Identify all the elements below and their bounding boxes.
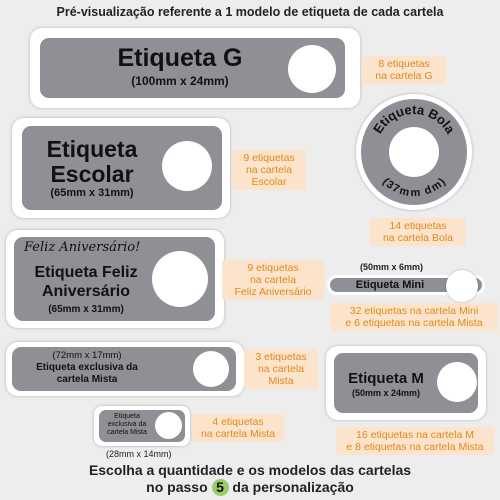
footer xyxy=(0,462,500,496)
label-mista28-line3: cartela Mista xyxy=(107,429,147,436)
label-bola-size: (37mm dm) xyxy=(380,175,448,200)
step-badge: 5 xyxy=(212,479,229,496)
label-bola-ring-text xyxy=(361,99,467,205)
label-m-hole xyxy=(437,362,477,402)
label-mista72-size: (72mm x 17mm) xyxy=(52,350,122,361)
label-feliz-size: (65mm x 31mm) xyxy=(48,304,124,315)
label-mini-hole xyxy=(446,270,478,302)
label-mista72-hole xyxy=(193,351,229,387)
svg-text:(37mm dm) xyxy=(380,176,448,199)
footer-post: da personalização xyxy=(232,479,354,495)
label-escolar-size: (65mm x 31mm) xyxy=(50,187,134,199)
label-escolar-note: 9 etiquetas na cartela Escolar xyxy=(232,150,306,190)
label-mista28-size: (28mm x 14mm) xyxy=(106,449,172,459)
footer-line1: Escolha a quantidade e os modelos das cartelas xyxy=(88,462,412,478)
label-m-title: Etiqueta M xyxy=(348,370,424,387)
label-mini-size: (50mm x 6mm) xyxy=(360,262,424,272)
label-g-hole xyxy=(288,45,336,93)
label-feliz-note: 9 etiquetas na cartela Feliz Aniversário xyxy=(222,260,324,300)
page-header: Pré-visualização referente a 1 modelo de etiqueta de cada cartela xyxy=(56,5,444,19)
label-mista28-line1: Etiqueta xyxy=(114,413,140,420)
label-escolar-title-2: Escolar xyxy=(50,161,134,187)
label-escolar-hole xyxy=(162,141,212,191)
footer-pre: no passo xyxy=(146,479,208,495)
label-feliz-hole xyxy=(152,251,208,307)
label-feliz-title-1: Etiqueta Feliz xyxy=(34,264,138,281)
label-g-size: (100mm x 24mm) xyxy=(131,74,229,88)
label-m-note: 16 etiquetas na cartela M e 8 etiquetas na cartela Mista xyxy=(336,427,494,455)
label-mista72-line1: Etiqueta exclusiva da xyxy=(36,362,138,373)
footer-line2 xyxy=(0,479,500,496)
label-mista28-hole xyxy=(155,412,182,439)
label-mini-title: Etiqueta Mini xyxy=(355,279,425,291)
label-bola-note: 14 etiquetas na cartela Bola xyxy=(370,218,466,246)
label-bola-title: Etiqueta Bola xyxy=(370,101,459,137)
label-feliz-script: Feliz Aniversário! xyxy=(24,240,141,255)
label-mista72-line2: cartela Mista xyxy=(56,374,118,385)
label-g-note: 8 etiquetas na cartela G xyxy=(362,56,446,84)
label-g-title: Etiqueta G xyxy=(117,44,243,72)
label-escolar-title-1: Etiqueta xyxy=(46,136,138,162)
label-mista28-note: 4 etiquetas na cartela Mista xyxy=(192,414,284,442)
label-feliz-title-2: Aniversário xyxy=(41,283,131,300)
label-mista28-line2: exclusiva da xyxy=(107,421,147,428)
label-m-size: (50mm x 24mm) xyxy=(351,388,421,398)
label-mini-note: 32 etiquetas na cartela Mini e 6 etiquetas na cartela Mista xyxy=(330,303,498,331)
svg-text:Etiqueta Bola xyxy=(370,102,458,137)
label-mista72-note: 3 etiquetas na cartela Mista xyxy=(244,349,318,389)
